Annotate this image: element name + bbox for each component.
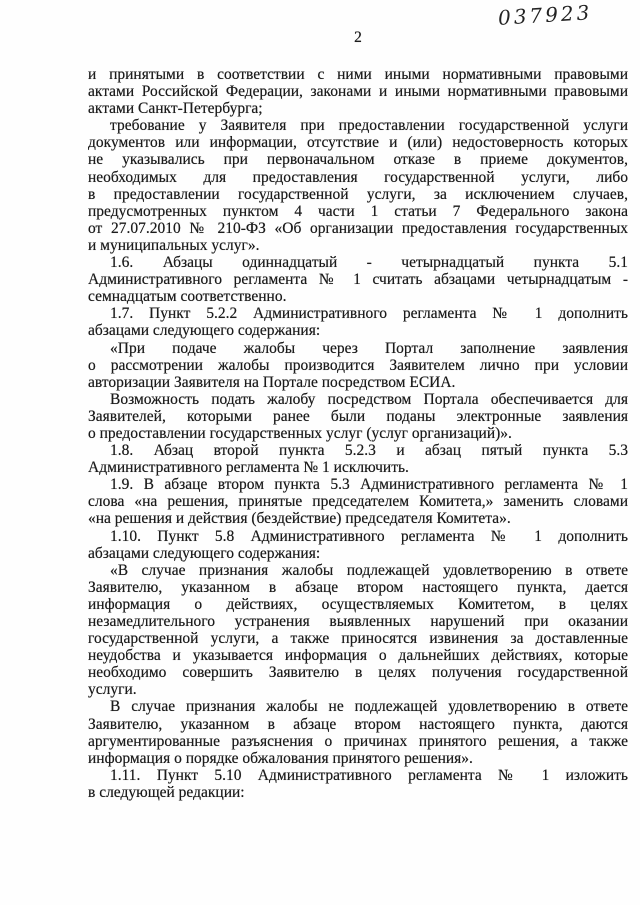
text-line: абзацами следующего содержания: (88, 322, 321, 340)
text-line: «При подаче жалобы через Портал заполнение заявления (110, 339, 628, 357)
paragraph (88, 442, 628, 476)
text-line: В случае признания жалобы не подлежащей удовлетворению в ответе (110, 698, 628, 716)
text-line: авторизации Заявителя на Портале посредством ЕСИА. (88, 373, 456, 391)
text-line: абзацами следующего содержания: (88, 544, 321, 562)
paragraph (88, 476, 628, 527)
paragraph (88, 391, 628, 442)
text-line: 1.9. В абзаце втором пункта 5.3 Административного регламента № 1 (110, 476, 628, 494)
text-line: в предоставлении государственной услуги, за исключением случаев, (88, 185, 628, 203)
document-body (88, 66, 628, 801)
text-line: «на решения и действия (бездействие) председателя Комитета». (88, 510, 511, 528)
text-line: информация о действиях, осуществляемых Комитетом, в целях (88, 595, 628, 613)
text-line: информация о порядке обжалования принятого решения». (88, 749, 473, 767)
text-line: 1.7. Пункт 5.2.2 Административного регламента № 1 дополнить (110, 305, 628, 323)
paragraph (88, 767, 628, 801)
text-line: документов или информации, отсутствие и (или) недостоверность которых (88, 134, 628, 152)
text-line: Заявителю, указанном в абзаце втором настоящего пункта, дается (88, 578, 628, 596)
text-line: о предоставлении государственных услуг (услуг организаций)». (88, 424, 512, 442)
text-line: и муниципальных услуг». (88, 236, 260, 254)
text-line: «В случае признания жалобы подлежащей удовлетворению в ответе (110, 561, 628, 579)
text-line: необходимо совершить Заявителю в целях получения государственной (88, 664, 628, 682)
text-line: требование у Заявителя при предоставлении государственной услуги (110, 117, 628, 135)
text-line: Административного регламента № 1 исключить. (88, 459, 409, 477)
text-line: услуги. (88, 681, 137, 699)
text-line: 1.8. Абзац второй пункта 5.2.3 и абзац пятый пункта 5.3 (110, 442, 628, 460)
text-line: о рассмотрении жалобы производится Заявителем лично при условии (88, 356, 628, 374)
handwritten-number: 037923 (497, 0, 594, 30)
text-line: Заявителю, указанном в абзаце втором настоящего пункта, даются (88, 715, 628, 733)
paragraph (88, 340, 628, 391)
text-line: необходимых для предоставления государственной услуги, либо (88, 168, 628, 186)
text-line: слова «на решения, принятые председателем Комитета,» заменить словами (88, 493, 628, 511)
text-line: актами Санкт-Петербурга; (88, 100, 263, 118)
paragraph (88, 117, 628, 254)
text-line: Административного регламента № 1 считать абзацами четырнадцатым - (88, 271, 628, 289)
text-line: незамедлительного устранения выявленных нарушений при оказании (88, 613, 628, 630)
text-line: в следующей редакции: (88, 783, 245, 801)
text-line: актами Российской Федерации, законами и иными нормативными правовыми (88, 83, 628, 101)
text-line: семнадцатым соответственно. (88, 288, 287, 306)
paragraph (88, 698, 628, 766)
text-line: Заявителей, которыми ранее были поданы электронные заявления (88, 407, 628, 425)
text-line: аргументированные разъяснения о причинах принятого решения, а также (88, 732, 628, 750)
paragraph (88, 305, 628, 339)
text-line: от 27.07.2010 № 210-ФЗ «Об организации предоставления государственных (88, 219, 628, 237)
text-line: и принятыми в соответствии с ними иными нормативными правовыми (88, 66, 628, 83)
page-number: 2 (354, 29, 362, 46)
paragraph (88, 66, 628, 117)
text-line: неудобства и указывается информация о дальнейших действиях, которые (88, 647, 628, 665)
paragraph (88, 562, 628, 699)
text-line: 1.6. Абзацы одиннадцатый - четырнадцатый пункта 5.1 (110, 254, 628, 272)
text-line: Возможность подать жалобу посредством Портала обеспечивается для (110, 390, 628, 408)
text-line: предусмотренных пунктом 4 части 1 статьи 7 Федерального закона (88, 202, 628, 220)
text-line: государственной услуги, а также приносятся извинения за доставленные (88, 630, 628, 648)
paragraph (88, 254, 628, 305)
paragraph (88, 528, 628, 562)
text-line: 1.11. Пункт 5.10 Административного регламента № 1 изложить (110, 766, 628, 784)
text-line: не указывались при первоначальном отказе в приеме документов, (88, 151, 628, 169)
text-line: 1.10. Пункт 5.8 Административного регламента № 1 дополнить (110, 527, 628, 545)
